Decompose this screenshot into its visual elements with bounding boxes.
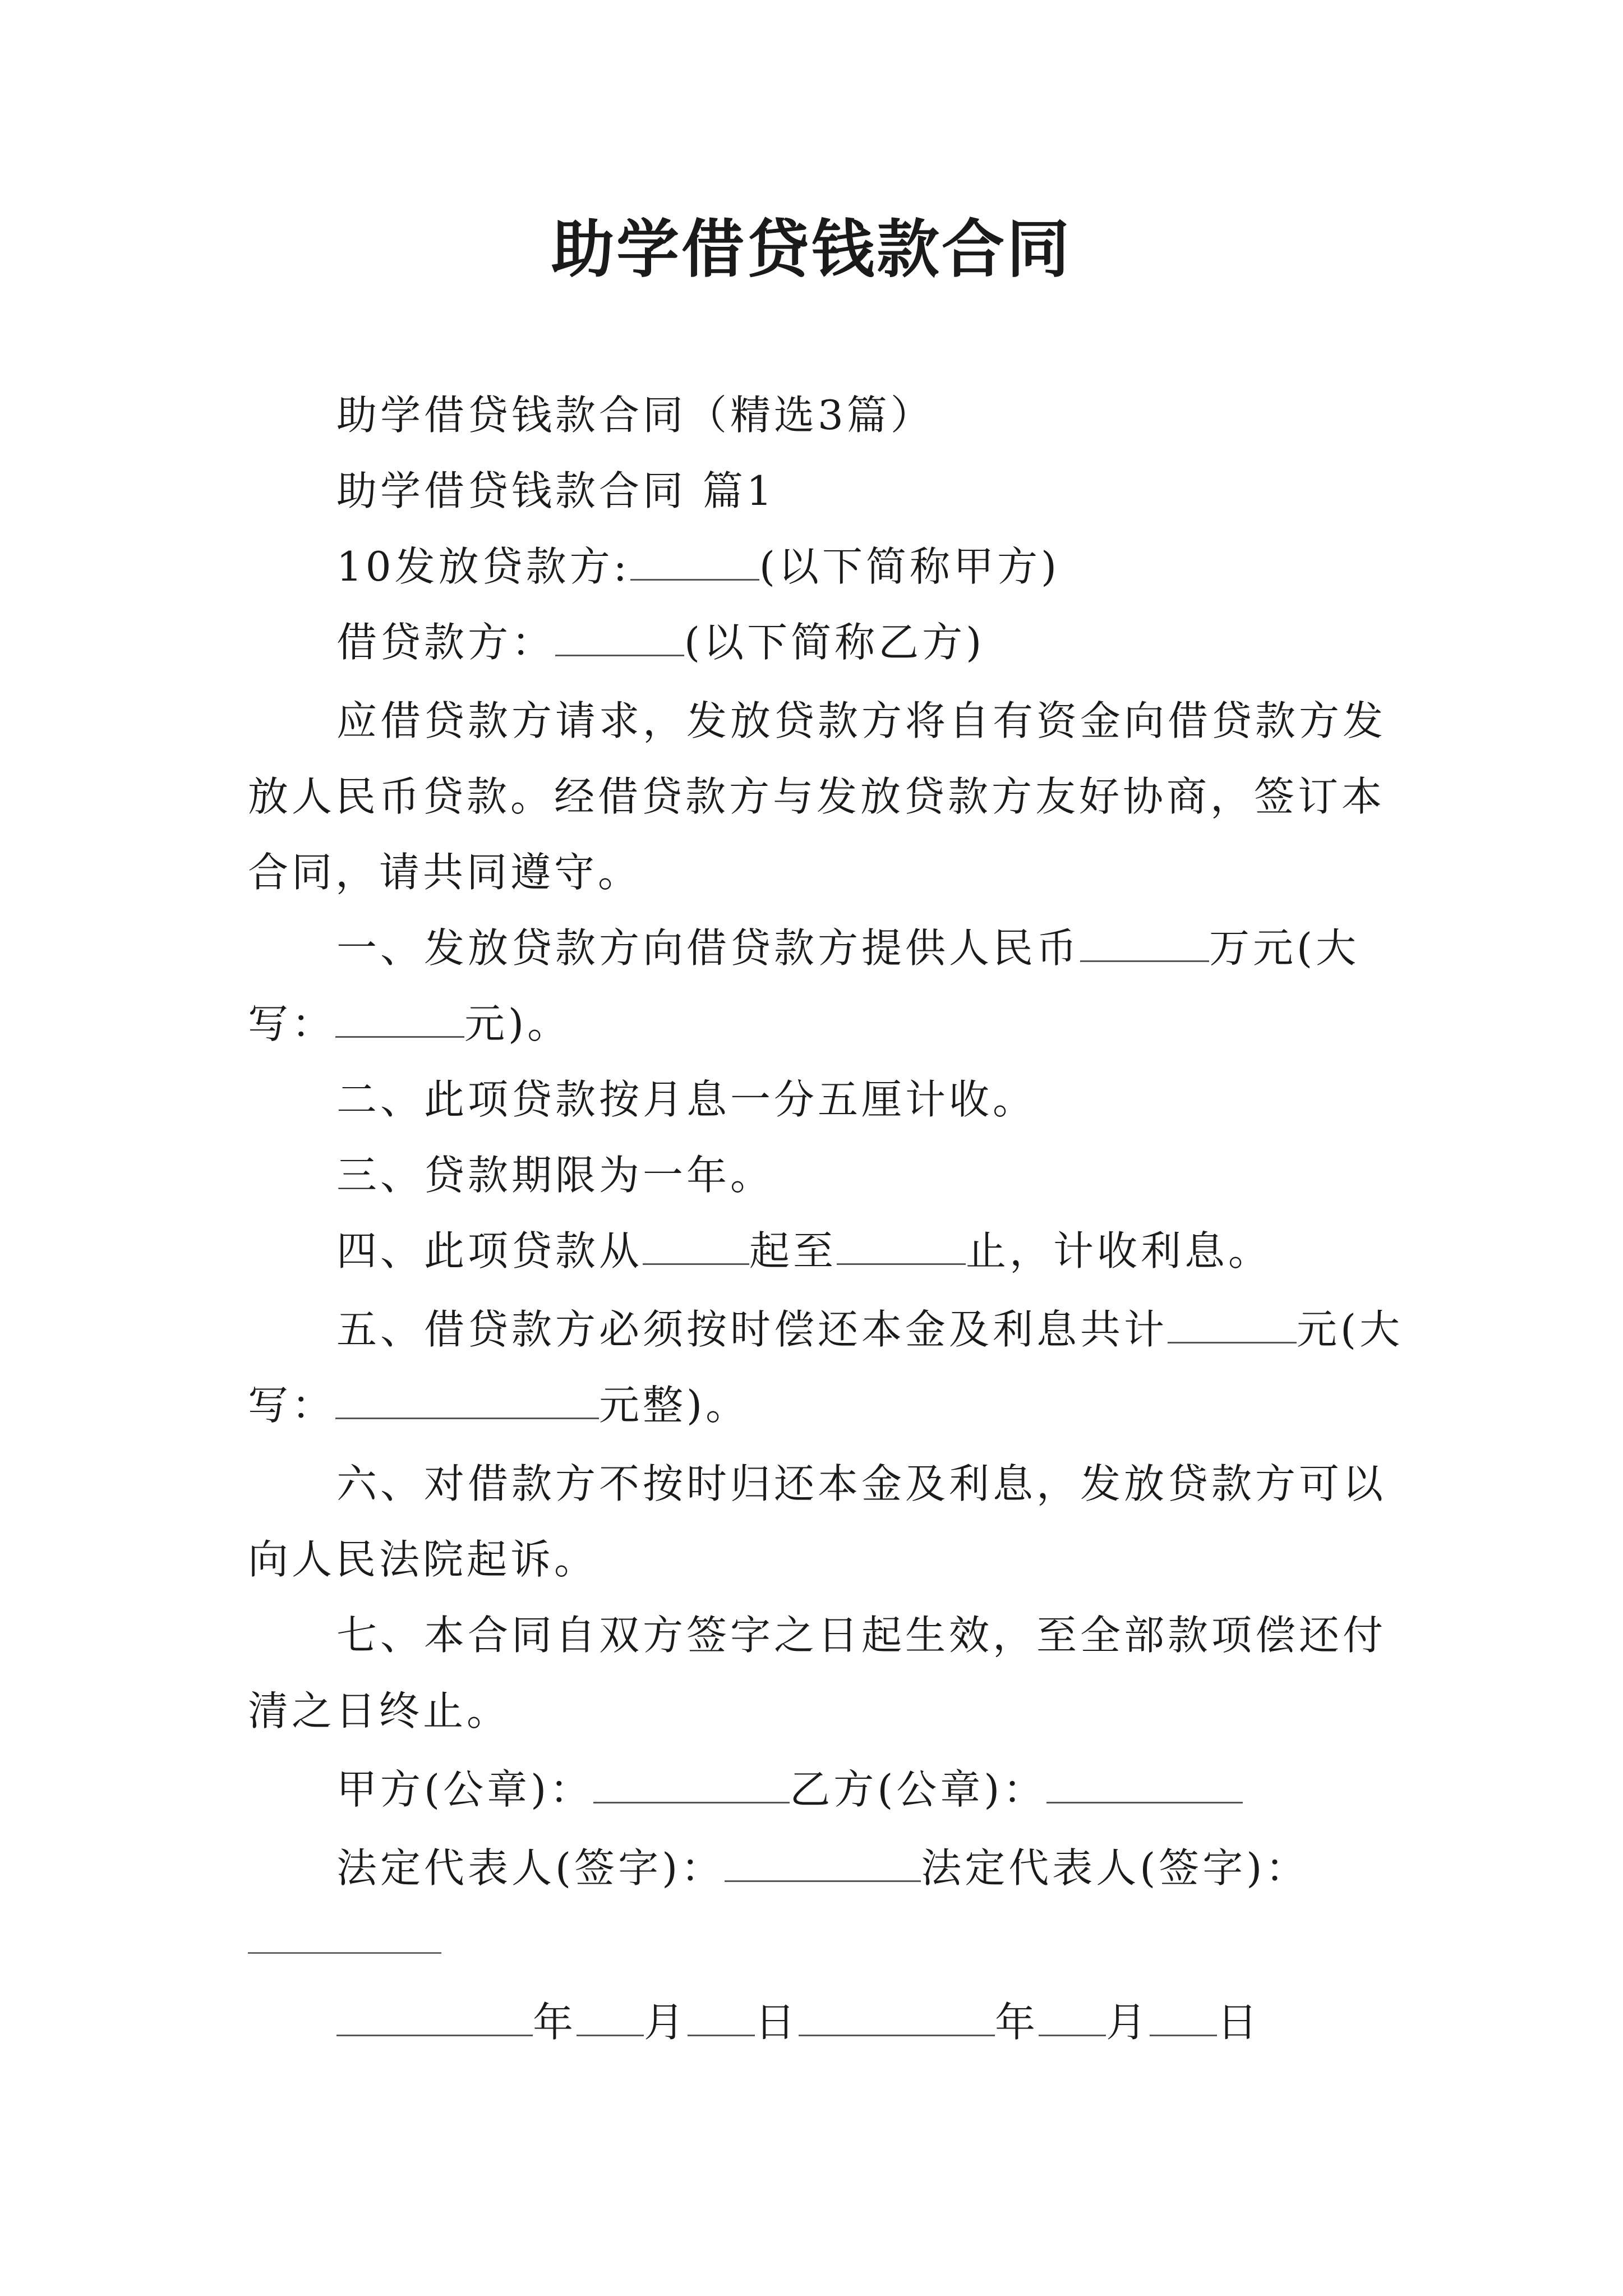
clause-5-cont: 写： 元整)。	[248, 1382, 750, 1429]
clause-6-cont: 向人民法院起诉。	[248, 1536, 598, 1583]
paragraph-line: 合同，请共同遵守。	[248, 849, 642, 896]
clause-1: 一、发放贷款方向借贷款方提供人民币 万元(大	[336, 924, 1360, 972]
clause-7: 七、本合同自双方签字之日起生效，至全部款项偿还付	[336, 1612, 1387, 1659]
clause-7-cont: 清之日终止。	[248, 1687, 511, 1734]
document-title: 助学借贷钱款合同	[551, 213, 1072, 286]
start-date-blank	[643, 1228, 749, 1265]
total-blank	[1168, 1307, 1297, 1343]
amount-blank	[1080, 926, 1209, 962]
paragraph-line: 放人民币贷款。经借贷款方与发放贷款方友好协商，签订本	[248, 773, 1386, 820]
lender-line: 10发放贷款方: (以下简称甲方)	[336, 543, 1061, 590]
clause-1-cont: 写： 元)。	[248, 1000, 571, 1047]
lender-blank	[630, 544, 759, 581]
seal-line: 甲方(公章)： 乙方(公章)：	[336, 1761, 1243, 1818]
borrower-line: 借贷款方： (以下简称乙方)	[336, 619, 985, 666]
date-line: 年 月 日 年 月 日	[336, 1994, 1261, 2050]
party-a-seal-blank	[593, 1767, 790, 1803]
clause-2: 二、此项贷款按月息一分五厘计收。	[336, 1076, 1037, 1123]
total-words-blank	[335, 1383, 599, 1419]
paragraph-line: 应借贷款方请求，发放贷款方将自有资金向借贷款方发	[336, 697, 1387, 744]
clause-6: 六、对借款方不按时归还本金及利息，发放贷款方可以	[336, 1460, 1387, 1507]
section-heading: 助学借贷钱款合同 篇1	[336, 467, 776, 514]
amount-words-blank	[335, 1001, 464, 1038]
clause-4: 四、此项贷款从 起至 止，计收利息。	[336, 1227, 1272, 1274]
end-date-blank	[837, 1228, 966, 1265]
party-b-signature-blank	[248, 1952, 441, 1954]
subtitle-line: 助学借贷钱款合同（精选3篇）	[336, 392, 934, 439]
party-a-signature-blank	[725, 1846, 921, 1882]
signature-line: 法定代表人(签字)： 法定代表人(签字)：	[336, 1844, 1310, 1892]
party-b-seal-blank	[1046, 1767, 1243, 1803]
clause-5: 五、借贷款方必须按时偿还本金及利息共计 元(大	[336, 1306, 1404, 1353]
borrower-blank	[555, 620, 684, 656]
clause-3: 三、贷款期限为一年。	[336, 1152, 774, 1199]
